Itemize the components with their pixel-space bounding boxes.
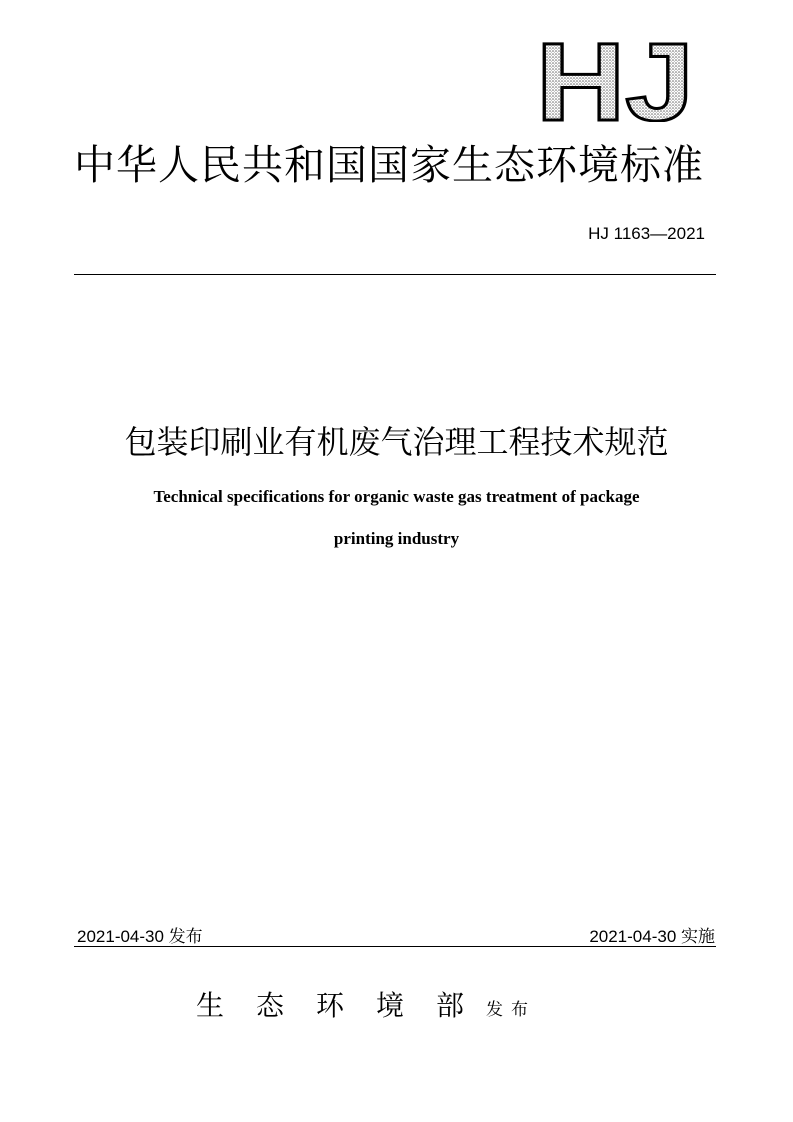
document-title-en-line2: printing industry xyxy=(333,529,460,548)
hj-logo-text: HJ xyxy=(536,38,694,122)
footer-divider xyxy=(74,946,716,947)
effective-date: 2021-04-30 实施 xyxy=(589,927,715,946)
issuer-name: 生态环境部 xyxy=(196,989,497,1022)
document-title-en-line1: Technical specifications for organic waste gas treatment of package xyxy=(153,487,640,506)
standard-code: HJ 1163—2021 xyxy=(588,224,705,243)
header-divider xyxy=(74,274,716,275)
issuer-suffix: 发布 xyxy=(486,1000,537,1020)
issuing-authority-title: 中华人民共和国国家生态环境标准 xyxy=(74,141,704,189)
document-title-cn: 包装印刷业有机废气治理工程技术规范 xyxy=(124,423,669,461)
issuer-line xyxy=(196,984,536,1024)
hj-logo xyxy=(534,38,696,122)
issue-date: 2021-04-30 发布 xyxy=(77,927,203,946)
